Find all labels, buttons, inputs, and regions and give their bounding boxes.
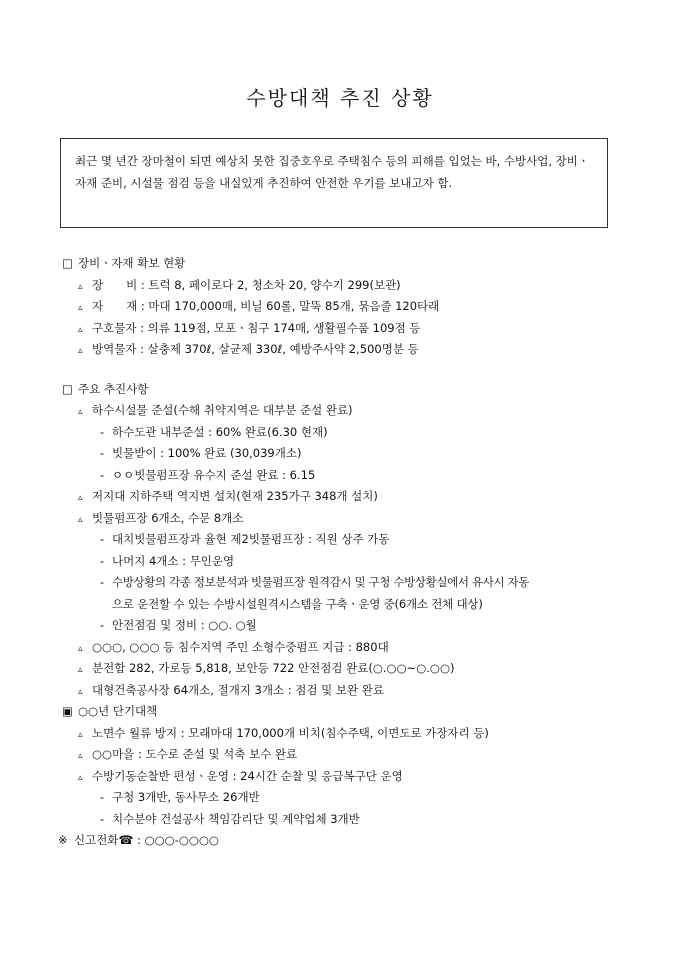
section-marker-filled: ▣ — [62, 704, 73, 718]
bullet-marker: ▵ — [78, 643, 83, 654]
dash-marker: - — [100, 532, 105, 546]
item-text: 나머지 4개소 : 무인운영 — [112, 553, 235, 568]
item-text: 하수도관 내부준설 : 60% 완료(6.30 현재) — [112, 424, 328, 439]
item-text: 분전함 282, 가로등 5,818, 보안등 722 안전점검 완료(○.○○~○.○○) — [92, 661, 455, 675]
item-text: 하수시설물 준설(수해 취약지역은 대부분 준설 완료) — [92, 403, 353, 417]
bullet-marker: ▵ — [78, 407, 83, 417]
item-text: 저지대 지하주택 역지변 설치(현재 235가구 348개 설치) — [92, 489, 378, 503]
item-text: 치수분야 건설공사 책임감리단 및 계약업체 3개반 — [112, 811, 360, 826]
document-body — [58, 253, 622, 852]
item-text: 구청 3개반, 동사무소 26개반 — [112, 790, 260, 804]
dash-marker: - — [100, 575, 105, 589]
list-item — [62, 744, 622, 766]
item-text: 장 비 : 트럭 8, 페이로다 2, 청소차 20, 양수기 299(보관) — [92, 277, 401, 292]
intro-box — [60, 138, 608, 228]
item-text: 안전점검 및 정비 : ○○. ○월 — [112, 618, 257, 632]
dash-marker: - — [100, 790, 105, 804]
bullet-marker: ▵ — [78, 281, 83, 292]
bullet-marker: ▵ — [78, 346, 83, 356]
list-item — [62, 658, 622, 680]
dash-marker: - — [100, 553, 105, 568]
list-item — [62, 508, 622, 530]
item-text: 빗물펌프장 6개소, 수문 8개소 — [92, 510, 244, 525]
contact-number: ○○○-○○○○ — [144, 833, 219, 847]
item-text: 자 재 : 마대 170,000매, 비닐 60롤, 말뚝 85개, 묶음줄 120타래 — [92, 299, 440, 313]
item-text: 수방상황의 각종 정보분석과 빗물펌프장 원격감시 및 구청 수방상황실에서 유사시 자동 — [112, 575, 530, 589]
list-item — [62, 339, 622, 361]
item-text: 빗물받이 : 100% 완료 (30,039개소) — [112, 446, 302, 460]
sub-item — [62, 615, 622, 637]
sub-item-continuation — [62, 594, 622, 616]
dash-marker: - — [100, 446, 105, 460]
section-title: ○○년 단기대책 — [78, 704, 158, 718]
item-text: ㅇㅇ빗물펌프장 유수지 준설 완료 : 6.15 — [112, 467, 316, 482]
sub-item — [62, 787, 622, 809]
contact-label: 신고전화 — [74, 833, 119, 847]
list-item — [62, 296, 622, 318]
list-item — [62, 723, 622, 745]
bullet-marker: ▵ — [78, 493, 83, 503]
item-text: 방역물자 : 살충제 370ℓ, 살균제 330ℓ, 예방주사약 2,500명분 등 — [92, 342, 419, 356]
sub-item — [62, 529, 622, 551]
section-main-heading — [62, 379, 622, 401]
bullet-marker: ▵ — [78, 324, 83, 335]
section-marker: □ — [62, 381, 73, 396]
section-equipment-heading — [62, 253, 622, 275]
item-text: 구호물자 : 의류 119점, 모포ㆍ침구 174매, 생활필수품 109점 등 — [92, 320, 421, 335]
sub-item — [62, 809, 622, 831]
dash-marker: - — [100, 467, 105, 482]
item-text: 노면수 월류 방지 : 모래마대 170,000개 비치(침수주택, 이면도로 가장자리 등) — [92, 725, 489, 740]
sub-item — [62, 572, 622, 594]
bullet-marker: ▵ — [78, 751, 83, 761]
document-title: 수방대책 추진 상황 — [246, 86, 434, 110]
sub-item — [62, 443, 622, 465]
contact-separator: : — [133, 833, 145, 847]
item-text: ○○마을 : 도수로 준설 및 석축 보수 완료 — [92, 747, 298, 761]
bullet-marker: ▵ — [78, 729, 83, 740]
note-marker: ※ — [58, 833, 68, 847]
item-text: ○○○, ○○○ 등 침수지역 주민 소형수중펌프 지급 : 880대 — [92, 639, 389, 654]
item-text: 수방기동순찰반 편성ㆍ운영 : 24시간 순찰 및 응급복구단 운영 — [92, 768, 403, 783]
intro-text: 최근 몇 년간 장마철이 되면 예상치 못한 집중호우로 주택침수 등의 피해를 입었는 바, 수방사업, 장비ㆍ자재 준비, 시설물 점검 등을 내실있게 추진하여 안전한 우기를 보내고자 함. — [75, 154, 589, 190]
dash-marker: - — [100, 811, 105, 826]
contact-line — [58, 830, 622, 852]
dash-marker: - — [100, 618, 105, 632]
item-text: 대치빗물펌프장과 율현 제2빗물펌프장 : 직원 상주 가동 — [112, 532, 390, 546]
list-item — [62, 486, 622, 508]
list-item — [62, 400, 622, 422]
list-item — [62, 637, 622, 659]
bullet-marker: ▵ — [78, 772, 83, 783]
list-item — [62, 680, 622, 702]
bullet-marker: ▵ — [78, 303, 83, 313]
sub-item — [62, 551, 622, 573]
section-shortterm-heading — [62, 701, 622, 723]
list-item — [62, 766, 622, 788]
phone-icon: ☎ — [118, 833, 134, 847]
dash-marker: - — [100, 424, 105, 439]
bullet-marker: ▵ — [78, 686, 83, 697]
sub-item — [62, 422, 622, 444]
section-title: 장비ㆍ자재 확보 현황 — [78, 256, 186, 270]
sub-item — [62, 465, 622, 487]
item-text: 대형건축공사장 64개소, 절개지 3개소 : 점검 및 보완 완료 — [92, 682, 385, 697]
section-title: 주요 추진사항 — [78, 381, 149, 396]
section-marker: □ — [62, 256, 73, 270]
list-item — [62, 318, 622, 340]
bullet-marker: ▵ — [78, 665, 83, 675]
item-text: 으로 운전할 수 있는 수방시설원격시스템을 구축ㆍ운영 중(6개소 전체 대상) — [112, 596, 483, 611]
list-item — [62, 275, 622, 297]
bullet-marker: ▵ — [78, 514, 83, 525]
